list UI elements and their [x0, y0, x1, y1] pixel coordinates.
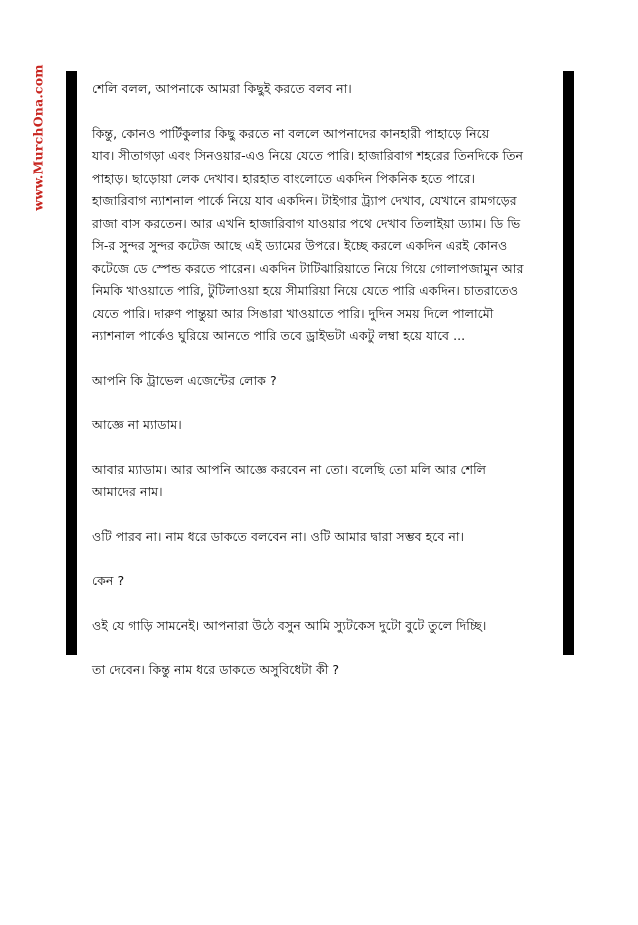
left-border-bar	[66, 71, 77, 655]
paragraph-1: শেলি বলল, আপনাকে আমরা কিছুই করতে বলব না।	[92, 81, 352, 96]
paragraph-6: ওটি পারব না। নাম ধরে ডাকতে বলবেন না। ওটি আমার দ্বারা সম্ভব হবে না।	[92, 528, 465, 544]
watermark-text: www.MurchOna.com	[30, 63, 46, 211]
paragraph-4: আজ্ঞে না ম্যাডাম।	[92, 417, 182, 432]
watermark	[24, 54, 52, 220]
paragraph-9: তা দেবেন। কিন্তু নাম ধরে ডাকতে অসুবিধেটা কী ?	[92, 662, 340, 677]
paragraph-5: আবার ম্যাডাম। আর আপনি আজ্ঞে করবেন না তো। বলেছি তো মলি আর শেলি আমাদের নাম।	[92, 461, 487, 499]
paragraph-7: কেন ?	[92, 573, 125, 588]
paragraph-8: ওই যে গাড়ি সামনেই। আপনারা উঠে বসুন আমি স্যুটকেস দুটো বুটে তুলে দিচ্ছি।	[92, 617, 487, 633]
page-content	[92, 78, 554, 704]
paragraph-3: আপনি কি ট্রাভেল এজেন্টের লোক ?	[92, 372, 277, 388]
paragraph-2: কিন্তু, কোনও পার্টিকুলার কিছু করতে না বললে আপনাদের কানহারী পাহাড়ে নিয়ে যাব। সীতাগড়া এবং সিনওয়ার-এও নিয়ে যেতে পারি। হাজারিবাগ শহরের তিনদিকে তিন পাহাড়। ছাড়োয়া লেক দেখাব। হারহাত বাংলোতে একদিন পিকনিক হতে পারে। হাজারিবাগ ন্যাশনাল পার্কে নিয়ে যাব একদিন। টাইগার ট্র্যাপ দেখাব, যেখানে রামগড়ের রাজা বাস করতেন। আর এখনি হাজারিবাগ যাওয়ার পথে দেখাব তিলাইয়া ড্যাম। ডি ভি সি-র সুন্দর সুন্দর কটেজ আছে এই ড্যামের উপরে। ইচ্ছে করলে একদিন এরই কোনও কটেজে ডে স্পেন্ড করতে পারেন। একদিন টাটিঝারিয়াতে নিয়ে গিয়ে গোলাপজামুন আর নিমকি খাওয়াতে পারি, টুটিলাওয়া হয়ে সীমারিয়া নিয়ে যেতে পারি একদিন। চাতরাতেও যেতে পারি। দারুণ পান্তুয়া আর সিঙারা খাওয়াতে পারি। দুদিন সময় দিলে পালামৌ ন্যাশনাল পার্কেও ঘুরিয়ে আনতে পারি তবে ড্রাইভটা একটু লম্বা হয়ে যাবে ...	[92, 125, 524, 343]
right-border-bar	[563, 71, 574, 655]
